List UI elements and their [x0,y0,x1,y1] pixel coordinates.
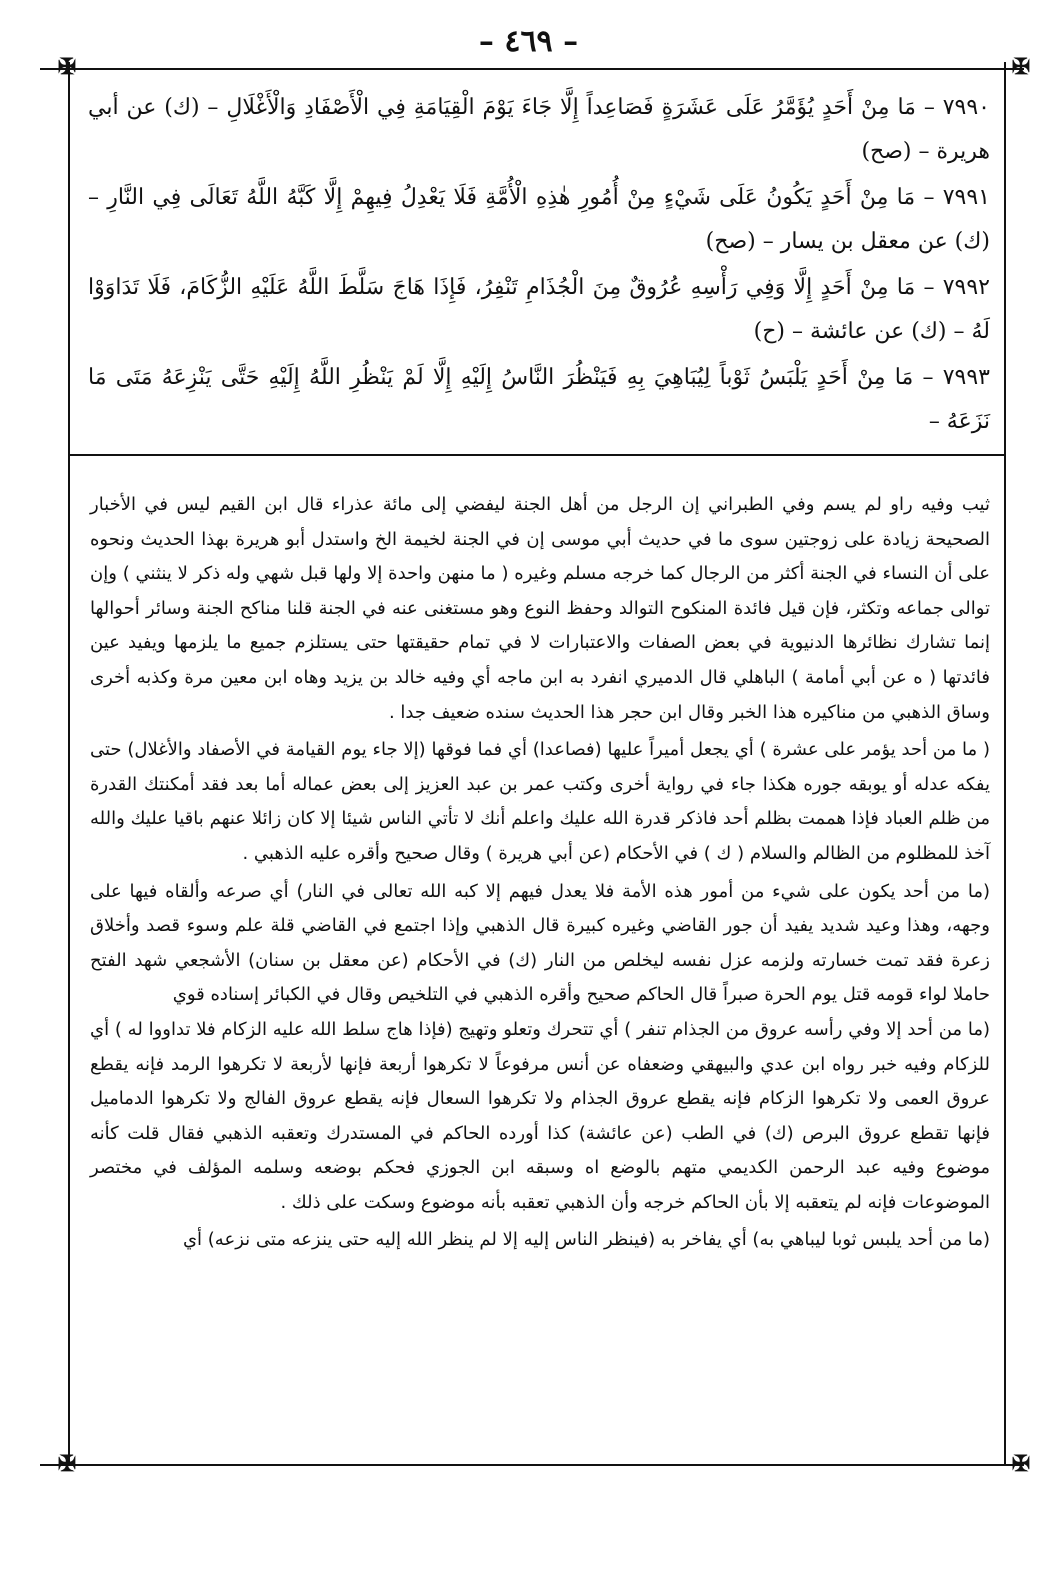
commentary-paragraph: (ما من أحد يلبس ثوبا ليباهي به) أي يفاخر به (فينظر الناس إليه إلا لم ينظر الله إليه حتى ينزعه متى نزعه) أي [182,1229,990,1251]
page-number: – ٤٦٩ – [478,24,579,59]
commentary-paragraph: ( ما من أحد يؤمر على عشرة ) أي يجعل أميراً عليها (فصاعدا) أي فما فوقها (إلا جاء يوم القيامة في الأصفاد والأغلال) حتى يفكه عدله أو يوبقه جوره هكذا جاء في رواية أخرى وكتب عمر بن عبد العزيز إلى بعض عماله أما بعد فقد أمكنتك القدرة من ظلم العباد فإذا هممت بظلم أحد فاذكر قدرة الله عليك واعلم أنك لا تأتي الناس شيئا إلا كان زائلا عنهم باقيا عليك والله آخذ للمظلوم من الظالم والسلام ( ك ) في الأحكام (عن أبي هريرة ) وقال صحيح وأقره عليه الذهبي . [90,739,990,864]
hadith-section [88,86,990,446]
commentary-paragraph: (ما من أحد إلا وفي رأسه عروق من الجذام تنفر ) أي تتحرك وتعلو وتهيج (فإذا هاج سلط الله عليه الزكام فلا تداووا له ) أي للزكام وفيه خبر رواه ابن عدي والبيهقي وضعفاه عن أنس مرفوعاً لا تكرهوا أربعة فإنها لأربعة لا تكرهوا الرمد فإنه يقطع عروق العمى ولا تكرهوا الزكام فإنه يقطع عروق الجذام ولا تكرهوا السعال فإنه يقطع عروق الفالج ولا تكرهوا الدماميل فإنها تقطع عروق البرص (ك) في الطب (عن عائشة) كذا أورده الحاكم في المستدرك وتعقبه الذهبي فقال قلت كأنه موضوع وفيه عبد الرحمن الكديمي متهم بالوضع اه وسبقه ابن الجوزي فحكم بوضعه وسلمه المؤلف في مختصر الموضوعات فإنه لم يتعقبه إلا بأن الحاكم خرجه وأن الذهبي تعقبه بأنه موضوع وسكت على ذلك . [90,1018,990,1213]
hadith-7991: ٧٩٩١ – مَا مِنْ أَحَدٍ يَكُونُ عَلَى شَيْءٍ مِنْ أُمُورِ هٰذِهِ الْأُمَّةِ فَلَا يَعْدِلُ فِيهِمْ إِلَّا كَبَّهُ اللَّهُ تَعَالَى فِي النَّارِ – (ك) عن معقل بن يسار – (صح) [88,185,990,254]
commentary-paragraph: (ما من أحد يكون على شيء من أمور هذه الأمة فلا يعدل فيهم إلا كبه الله تعالى في النار) أي صرعه وألقاه فيها على وجهه، وهذا وعيد شديد يفيد أن جور القاضي وغيره كبيرة قال الذهبي وإذا اجتمع في القاضي قلة علم وسوء قصد وأخلاق زعرة فقد تمت خسارته ولزمه عزل نفسه ليخلص من النار (ك) في الأحكام (عن معقل بن سنان) الأشجعي شهد الفتح حاملا لواء قومه قتل يوم الحرة صبراً قال الحاكم صحيح وأقره الذهبي في التلخيص وقال في الكبائر إسناده قوي [90,880,990,1006]
commentary-section [90,488,990,1258]
top-rule [40,68,1024,70]
corner-ornament-bottom-left-icon: ✠ [57,1451,77,1477]
hadith-7992: ٧٩٩٢ – مَا مِنْ أَحَدٍ إِلَّا وَفِي رَأْسِهِ عُرُوقٌ مِنَ الْجُذَامِ تَنْفِرُ، فَإِذَا هَاجَ سَلَّطَ اللَّهُ عَلَيْهِ الزُّكَامَ، فَلَا تَدَاوَوْا لَهُ – (ك) عن عائشة – (ح) [88,275,990,344]
hadith-7990: ٧٩٩٠ – مَا مِنْ أَحَدٍ يُؤَمَّرُ عَلَى عَشَرَةٍ فَصَاعِداً إِلَّا جَاءَ يَوْمَ الْقِيَامَةِ فِي الْأَصْفَادِ وَالْأَغْلَالِ – (ك) عن أبي هريرة – (صح) [88,95,990,164]
hadith-7993: ٧٩٩٣ – مَا مِنْ أَحَدٍ يَلْبَسُ ثَوْباً لِيُبَاهِيَ بِهِ فَيَنْظُرَ النَّاسُ إِلَيْهِ إِلَّا لَمْ يَنْظُرِ اللَّهُ إِلَيْهِ حَتَّى يَنْزِعَهُ مَتَى مَا نَزَعَهُ – [88,365,990,434]
section-divider [70,454,1004,456]
bottom-rule [40,1464,1024,1466]
commentary-paragraph: ثيب وفيه راو لم يسم وفي الطبراني إن الرجل من أهل الجنة ليفضي إلى مائة عذراء قال ابن القيم ليس في الأخبار الصحيحة زيادة على زوجتين سوى ما في حديث أبي موسى إن في الجنة لخيمة الخ واستدل أبو هريرة بهذا الحديث ونحوه على أن النساء في الجنة أكثر من الرجال كما خرجه مسلم وغيره ( ما منهن واحدة إلا ولها قبل شهي وله ذكر لا ينثني ) وإن توالى جماعه وتكثر، فإن قيل فائدة المنكوح التوالد وحفظ النوع وهو مستغنى عنه في الجنة قلنا مناكح الجنة وسائر أحوالها إنما تشارك نظائرها الدنيوية في بعض الصفات والاعتبارات لا في تمام حقيقتها حتى يستلزم جميع ما يلزمها ويفيد عين فائدتها ( ه عن أبي أمامة ) الباهلي قال الدميري انفرد به ابن ماجه أي وفيه خالد بن يزيد وهاه ابن معين مرة وكذبه أخرى وساق الذهبي من مناكيره هذا الخبر وقال ابن حجر هذا الحديث سنده ضعيف جدا . [90,494,990,723]
corner-ornament-top-right-icon: ✠ [1011,54,1031,80]
corner-ornament-top-left-icon: ✠ [57,54,77,80]
corner-ornament-bottom-right-icon: ✠ [1011,1451,1031,1477]
